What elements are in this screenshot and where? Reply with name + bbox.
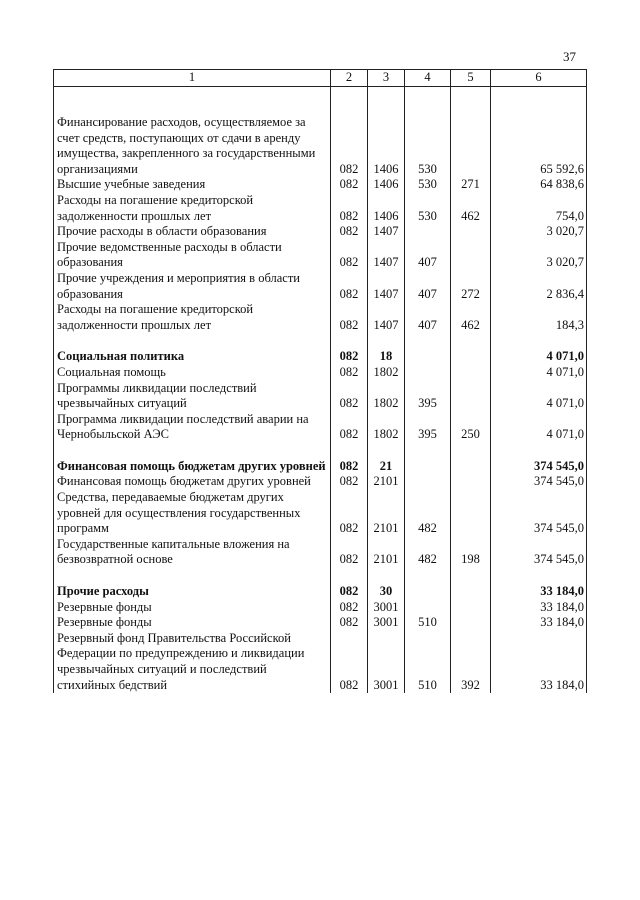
row-col-4: 482 — [405, 537, 451, 568]
row-col-5 — [451, 224, 491, 240]
table-row — [54, 224, 587, 240]
row-col-4 — [405, 474, 451, 490]
row-col-3: 1406 — [368, 115, 405, 177]
row-col-3: 1407 — [368, 224, 405, 240]
row-name — [54, 443, 331, 459]
table-row — [54, 349, 587, 365]
row-col-4 — [405, 584, 451, 600]
table-row — [54, 459, 587, 475]
row-col-2: 082 — [331, 615, 368, 631]
row-name — [54, 568, 331, 584]
header-col-1: 1 — [54, 70, 331, 87]
row-col-5 — [451, 240, 491, 271]
row-col-2: 082 — [331, 490, 368, 537]
row-amount: 33 184,0 — [491, 631, 587, 693]
page-number: 37 — [563, 49, 576, 64]
row-amount: 65 592,6 — [491, 115, 587, 177]
row-amount: 374 545,0 — [491, 459, 587, 475]
row-col-3: 1407 — [368, 302, 405, 333]
row-col-3: 2101 — [368, 490, 405, 537]
row-col-5: 250 — [451, 412, 491, 443]
spacer-row — [54, 443, 587, 459]
row-col-3 — [368, 333, 405, 349]
row-amount: 184,3 — [491, 302, 587, 333]
row-col-5 — [451, 459, 491, 475]
row-col-4 — [405, 600, 451, 616]
row-col-5 — [451, 349, 491, 365]
row-name: Прочие учреждения и мероприятия в области образования — [54, 271, 331, 302]
row-col-3: 1802 — [368, 365, 405, 381]
row-col-2: 082 — [331, 600, 368, 616]
row-col-2: 082 — [331, 474, 368, 490]
row-col-5 — [451, 584, 491, 600]
row-col-5: 272 — [451, 271, 491, 302]
row-col-3 — [368, 568, 405, 584]
row-col-5: 462 — [451, 193, 491, 224]
spacer-row — [54, 333, 587, 349]
spacer-cell — [491, 87, 587, 116]
table-row — [54, 365, 587, 381]
row-col-3: 1407 — [368, 240, 405, 271]
table-row — [54, 240, 587, 271]
row-col-4: 510 — [405, 631, 451, 693]
row-name: Резервные фонды — [54, 600, 331, 616]
table-row — [54, 412, 587, 443]
header-col-4: 4 — [405, 70, 451, 87]
table-row — [54, 615, 587, 631]
row-col-4: 530 — [405, 177, 451, 193]
row-col-4: 510 — [405, 615, 451, 631]
row-amount: 33 184,0 — [491, 615, 587, 631]
spacer-cell — [54, 87, 331, 116]
header-col-3: 3 — [368, 70, 405, 87]
row-col-4: 407 — [405, 271, 451, 302]
row-amount: 3 020,7 — [491, 240, 587, 271]
row-name: Финансовая помощь бюджетам других уровней — [54, 474, 331, 490]
row-name — [54, 333, 331, 349]
row-name: Резервные фонды — [54, 615, 331, 631]
table-row — [54, 490, 587, 537]
row-col-3: 1802 — [368, 412, 405, 443]
table-row — [54, 302, 587, 333]
row-col-5 — [451, 568, 491, 584]
row-amount: 3 020,7 — [491, 224, 587, 240]
row-col-3: 3001 — [368, 631, 405, 693]
row-col-4: 407 — [405, 240, 451, 271]
row-col-2: 082 — [331, 631, 368, 693]
spacer-row — [54, 568, 587, 584]
row-amount: 374 545,0 — [491, 537, 587, 568]
row-col-2: 082 — [331, 193, 368, 224]
row-col-2: 082 — [331, 537, 368, 568]
header-row — [54, 70, 587, 87]
table-row — [54, 474, 587, 490]
row-amount: 4 071,0 — [491, 349, 587, 365]
row-col-2: 082 — [331, 115, 368, 177]
table-row — [54, 537, 587, 568]
row-col-5: 462 — [451, 302, 491, 333]
row-amount — [491, 443, 587, 459]
row-col-2 — [331, 333, 368, 349]
row-col-5: 392 — [451, 631, 491, 693]
row-name: Расходы на погашение кредиторской задолженности прошлых лет — [54, 193, 331, 224]
spacer-row — [54, 87, 587, 116]
table-body — [54, 87, 587, 694]
row-col-2 — [331, 568, 368, 584]
row-col-2: 082 — [331, 584, 368, 600]
row-col-5 — [451, 333, 491, 349]
row-col-4 — [405, 224, 451, 240]
row-col-4: 530 — [405, 115, 451, 177]
row-name: Расходы на погашение кредиторской задолженности прошлых лет — [54, 302, 331, 333]
row-col-2: 082 — [331, 412, 368, 443]
row-col-3: 1802 — [368, 381, 405, 412]
row-col-5 — [451, 365, 491, 381]
row-col-5 — [451, 115, 491, 177]
row-col-5 — [451, 443, 491, 459]
row-col-3 — [368, 443, 405, 459]
row-col-3: 1406 — [368, 193, 405, 224]
table-row — [54, 600, 587, 616]
row-col-4: 407 — [405, 302, 451, 333]
row-col-5 — [451, 490, 491, 537]
row-amount: 754,0 — [491, 193, 587, 224]
row-col-2 — [331, 443, 368, 459]
row-col-5 — [451, 381, 491, 412]
table-row — [54, 584, 587, 600]
row-col-2: 082 — [331, 365, 368, 381]
row-col-3: 18 — [368, 349, 405, 365]
row-col-2: 082 — [331, 240, 368, 271]
row-col-3: 3001 — [368, 615, 405, 631]
row-col-4: 395 — [405, 381, 451, 412]
row-name: Прочие расходы — [54, 584, 331, 600]
row-name: Прочие ведомственные расходы в области образования — [54, 240, 331, 271]
row-col-4: 395 — [405, 412, 451, 443]
row-col-2: 082 — [331, 224, 368, 240]
row-col-5 — [451, 615, 491, 631]
row-name: Высшие учебные заведения — [54, 177, 331, 193]
row-col-4 — [405, 333, 451, 349]
row-col-2: 082 — [331, 177, 368, 193]
row-amount: 2 836,4 — [491, 271, 587, 302]
row-name: Средства, передаваемые бюджетам других уровней для осуществления государственных программ — [54, 490, 331, 537]
row-col-3: 30 — [368, 584, 405, 600]
row-col-4 — [405, 568, 451, 584]
row-name: Прочие расходы в области образования — [54, 224, 331, 240]
table-row — [54, 631, 587, 693]
row-col-2: 082 — [331, 459, 368, 475]
row-amount: 4 071,0 — [491, 381, 587, 412]
row-name: Финансирование расходов, осуществляемое за счет средств, поступающих от сдачи в аренду имущества, закрепленного за государственными организациями — [54, 115, 331, 177]
row-name: Государственные капитальные вложения на безвозвратной основе — [54, 537, 331, 568]
row-name: Социальная политика — [54, 349, 331, 365]
row-col-2: 082 — [331, 381, 368, 412]
header-col-6: 6 — [491, 70, 587, 87]
spacer-cell — [405, 87, 451, 116]
row-col-4 — [405, 459, 451, 475]
row-col-3: 2101 — [368, 537, 405, 568]
row-col-3: 2101 — [368, 474, 405, 490]
row-amount: 374 545,0 — [491, 474, 587, 490]
row-col-4 — [405, 365, 451, 381]
table-row — [54, 193, 587, 224]
row-amount — [491, 568, 587, 584]
row-col-5: 271 — [451, 177, 491, 193]
row-col-4 — [405, 349, 451, 365]
header-col-2: 2 — [331, 70, 368, 87]
row-amount: 64 838,6 — [491, 177, 587, 193]
row-col-3: 1407 — [368, 271, 405, 302]
row-name: Программы ликвидации последствий чрезвычайных ситуаций — [54, 381, 331, 412]
row-name: Резервный фонд Правительства Российской Федерации по предупреждению и ликвидации чрезвычайных ситуаций и последствий стихийных бедствий — [54, 631, 331, 693]
table-row — [54, 271, 587, 302]
row-col-3: 3001 — [368, 600, 405, 616]
budget-table — [53, 69, 587, 693]
row-col-5 — [451, 474, 491, 490]
row-amount: 33 184,0 — [491, 600, 587, 616]
table-row — [54, 115, 587, 177]
row-col-5: 198 — [451, 537, 491, 568]
row-amount: 374 545,0 — [491, 490, 587, 537]
row-col-4: 530 — [405, 193, 451, 224]
row-amount: 4 071,0 — [491, 412, 587, 443]
table-row — [54, 177, 587, 193]
row-name: Социальная помощь — [54, 365, 331, 381]
spacer-cell — [368, 87, 405, 116]
spacer-cell — [331, 87, 368, 116]
table-row — [54, 381, 587, 412]
row-col-2: 082 — [331, 349, 368, 365]
row-col-3: 1406 — [368, 177, 405, 193]
row-col-3: 21 — [368, 459, 405, 475]
spacer-cell — [451, 87, 491, 116]
row-amount: 33 184,0 — [491, 584, 587, 600]
row-name: Финансовая помощь бюджетам других уровней — [54, 459, 331, 475]
row-col-2: 082 — [331, 271, 368, 302]
row-col-5 — [451, 600, 491, 616]
row-amount: 4 071,0 — [491, 365, 587, 381]
header-col-5: 5 — [451, 70, 491, 87]
row-col-4: 482 — [405, 490, 451, 537]
row-name: Программа ликвидации последствий аварии на Чернобыльской АЭС — [54, 412, 331, 443]
row-col-4 — [405, 443, 451, 459]
row-amount — [491, 333, 587, 349]
row-col-2: 082 — [331, 302, 368, 333]
